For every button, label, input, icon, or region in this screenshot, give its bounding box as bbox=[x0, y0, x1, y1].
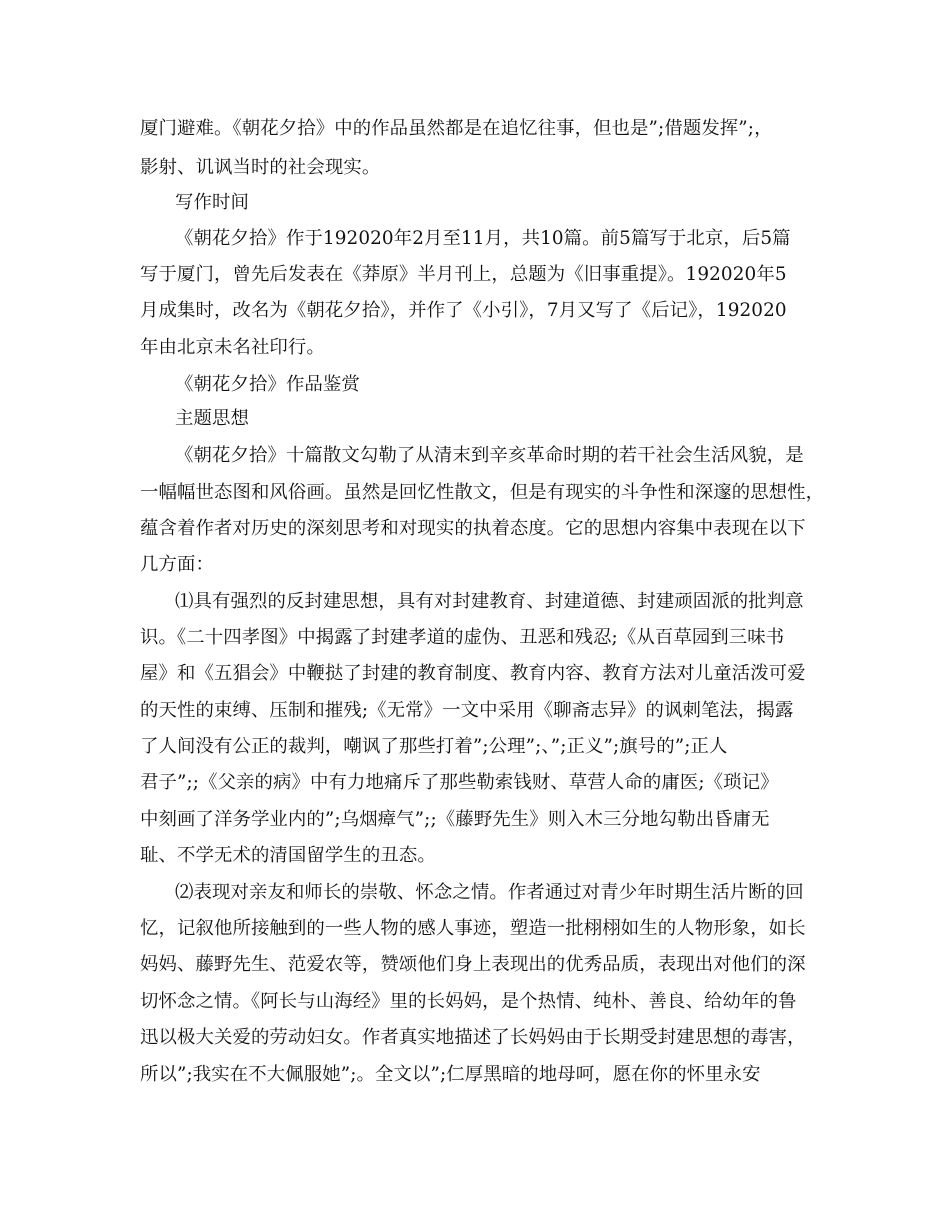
text-line: 切怀念之情。《阿长与山海经》里的长妈妈，是个热情、纯朴、善良、给幼年的鲁 bbox=[140, 991, 797, 1012]
text-line: 一幅幅世态图和风俗画。虽然是回忆性散文，但是有现实的斗争性和深邃的思想性， bbox=[140, 482, 825, 503]
text-line: 《朝花夕拾》作于192020年2月至11月，共10篇。前5篇写于北京，后5篇 bbox=[175, 228, 791, 249]
text-line: 迅以极大关爱的劳动妇女。作者真实地描述了长妈妈由于长期受封建思想的毒害， bbox=[140, 1027, 806, 1048]
text-line: 年由北京未名社印行。 bbox=[140, 337, 325, 358]
text-line: 厦门避难。《朝花夕拾》中的作品虽然都是在追忆往事，但也是”;借题发挥”;， bbox=[140, 118, 773, 139]
text-line: ⑵表现对亲友和师长的崇敬、怀念之情。作者通过对青少年时期生活片断的回 bbox=[175, 882, 804, 903]
text-line: 君子”;;《父亲的病》中有力地痛斥了那些勒索钱财、草营人命的庸医;《琐记》 bbox=[140, 772, 779, 793]
section-heading: 写作时间 bbox=[175, 192, 249, 213]
text-line: 所以”;我实在不大佩服她”;。全文以”;仁厚黑暗的地母呵，愿在你的怀里永安 bbox=[140, 1064, 761, 1085]
section-heading: 主题思想 bbox=[175, 408, 249, 429]
text-line: 屋》和《五猖会》中鞭挞了封建的教育制度、教育内容、教育方法对儿童活泼可爱 bbox=[140, 663, 806, 684]
text-line: 的天性的束缚、压制和摧残;《无常》一文中采用《聊斋志异》的讽刺笔法，揭露 bbox=[140, 700, 794, 721]
text-line: 影射、讥讽当时的社会现实。 bbox=[140, 157, 381, 178]
text-line: ⑴具有强烈的反封建思想，具有对封建教育、封建道德、封建顽固派的批判意 bbox=[175, 591, 804, 612]
text-line: 蕴含着作者对历史的深刻思考和对现实的执着态度。它的思想内容集中表现在以下 bbox=[140, 518, 806, 539]
text-line: 识。《二十四孝图》中揭露了封建孝道的虚伪、丑恶和残忍;《从百草园到三味书 bbox=[140, 627, 785, 648]
text-line: 几方面： bbox=[140, 554, 214, 575]
text-line: 写于厦门，曾先后发表在《莽原》半月刊上，总题为《旧事重提》。192020年5 bbox=[140, 264, 787, 285]
text-line: 忆，记叙他所接触到的一些人物的感人事迹，塑造一批栩栩如生的人物形象，如长 bbox=[140, 918, 806, 939]
text-line: 了人间没有公正的裁判，嘲讽了那些打着”;公理”;、”;正义”;旗号的”;正人 bbox=[140, 736, 728, 757]
text-line: 中刻画了洋务学业内的”;乌烟瘴气”;;《藤野先生》则入木三分地勾勒出昏庸无 bbox=[140, 809, 770, 830]
section-heading: 《朝花夕拾》作品鉴赏 bbox=[175, 374, 360, 395]
text-line: 月成集时，改名为《朝花夕拾》，并作了《小引》，7月又写了《后记》，192020 bbox=[140, 300, 787, 321]
text-line: 妈妈、藤野先生、范爱农等，赞颂他们身上表现出的优秀品质，表现出对他们的深 bbox=[140, 954, 806, 975]
text-line: 《朝花夕拾》十篇散文勾勒了从清末到辛亥革命时期的若干社会生活风貌，是 bbox=[175, 445, 804, 466]
text-line: 耻、不学无术的清国留学生的丑态。 bbox=[140, 845, 436, 866]
